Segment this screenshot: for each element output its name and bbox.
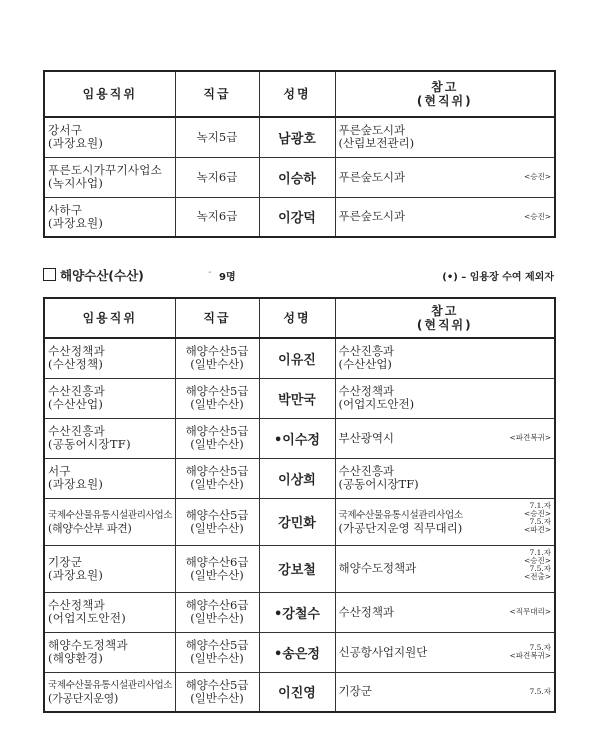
header-reference-line2: (현직위) (416, 94, 473, 108)
grade-line2: (일반수산) (190, 397, 244, 411)
position-line2: (과장요원) (48, 215, 104, 230)
reference-cell (335, 338, 555, 378)
reference-note: 7.5.자 (529, 686, 551, 696)
checkbox-square-icon (43, 268, 56, 281)
header-reference (335, 71, 555, 117)
grade-line2: (일반수산) (190, 690, 244, 705)
grade-line1: 녹지6급 (196, 209, 238, 224)
grade-line2: (일반수산) (190, 437, 244, 451)
section-dash: - (208, 267, 212, 278)
section-note: (•) – 임용장 수여 제외자 (442, 272, 554, 283)
reference-line1: 수산정책과 (338, 384, 395, 398)
reference-note-stack (524, 549, 551, 581)
grade-line1: 해양수산5급 (185, 424, 249, 438)
section-title: 해양수산(수산) (60, 268, 144, 283)
grade-line2: (일반수산) (190, 477, 244, 491)
name-cell: 박만국 (259, 378, 335, 418)
position-line2: (해양수산부 파견) (48, 521, 132, 535)
header-position: 임용직위 (44, 71, 175, 117)
position-line2: (공동어시장TF) (48, 437, 131, 451)
grade-cell (175, 672, 259, 712)
table-row (44, 157, 555, 197)
position-line2: (가공단지운영) (48, 691, 118, 705)
position-cell (44, 157, 175, 197)
grade-line1: 해양수산5급 (185, 344, 249, 359)
position-cell (44, 672, 175, 712)
name-cell: •이수정 (259, 418, 335, 458)
position-line2: (과장요원) (48, 477, 104, 491)
grade-line2: (일반수산) (190, 651, 244, 665)
reference-cell (335, 592, 555, 632)
name-cell: 이진영 (259, 672, 335, 712)
position-cell (44, 632, 175, 672)
position-line1: 수산정책과 (48, 598, 106, 612)
position-line1: 수산진흥과 (48, 424, 106, 438)
reference-line2: (어업지도안전) (338, 397, 415, 411)
reference-line2: (수산산업) (338, 357, 392, 372)
reference-line1: 수산진흥과 (338, 344, 395, 359)
reference-cell (335, 458, 555, 498)
name-cell: 강보철 (259, 545, 335, 592)
header-reference-line1: 참고 (431, 80, 459, 94)
reference-line1: 부산광역시 (338, 430, 395, 445)
header-grade: 직급 (175, 298, 259, 338)
reference-line1: 신공항사업지원단 (338, 644, 428, 659)
grade-cell (175, 418, 259, 458)
position-line1: 서구 (48, 464, 71, 478)
grade-cell (175, 197, 259, 237)
grade-line1: 해양수산5급 (185, 384, 249, 398)
table-row (44, 498, 555, 545)
reference-cell (335, 117, 555, 157)
reference-cell (335, 632, 555, 672)
grade-line1: 해양수산5급 (185, 464, 249, 478)
grade-line2: (일반수산) (190, 567, 244, 582)
reference-cell (335, 157, 555, 197)
name-cell: 이승하 (259, 157, 335, 197)
position-cell (44, 418, 175, 458)
position-line1: 해양수도정책과 (48, 638, 128, 652)
appointment-table-greenery (43, 70, 556, 238)
reference-line2: (산림보전관리) (338, 136, 415, 151)
reference-cell (335, 545, 555, 592)
reference-note: <승진> (523, 508, 551, 518)
name-cell: 이상희 (259, 458, 335, 498)
reference-note: <전출> (523, 571, 551, 581)
position-cell (44, 545, 175, 592)
name-cell: •강철수 (259, 592, 335, 632)
reference-line2: (공동어시장TF) (338, 477, 419, 491)
name-cell: •송은정 (259, 632, 335, 672)
name-cell: 강민화 (259, 498, 335, 545)
table-row (44, 197, 555, 237)
header-reference (335, 298, 555, 338)
position-line1: 사하구 (48, 202, 83, 217)
reference-line1: 해양수도정책과 (338, 561, 417, 575)
grade-line2: (일반수산) (190, 357, 244, 372)
reference-line1: 푸른숲도시과 (338, 123, 406, 138)
header-position: 임용직위 (44, 298, 175, 338)
header-name: 성명 (259, 71, 335, 117)
reference-line1: 푸른숲도시과 (338, 169, 406, 184)
table-row (44, 632, 555, 672)
reference-note: 7.5.자 (529, 643, 551, 652)
header-name: 성명 (259, 298, 335, 338)
grade-cell (175, 592, 259, 632)
header-reference-line1: 참고 (431, 304, 459, 318)
reference-cell (335, 672, 555, 712)
grade-line1: 해양수산5급 (185, 677, 249, 692)
position-cell (44, 338, 175, 378)
position-line2: (수산산업) (48, 397, 104, 411)
name-cell: 남광호 (259, 117, 335, 157)
table-row (44, 672, 555, 712)
position-cell (44, 592, 175, 632)
name-cell: 이강덕 (259, 197, 335, 237)
reference-note-stack (509, 644, 551, 660)
reference-note: <파견복귀> (509, 651, 551, 660)
position-line1: 수산진흥과 (48, 384, 106, 398)
grade-cell (175, 632, 259, 672)
table-row (44, 458, 555, 498)
table-row (44, 418, 555, 458)
reference-note: 7.5.자 (529, 563, 551, 573)
position-line2: (과장요원) (48, 136, 104, 151)
grade-line1: 해양수산5급 (185, 638, 249, 652)
position-line1: 수산정책과 (48, 344, 106, 359)
header-reference-line2: (현직위) (416, 318, 473, 332)
position-line2: (녹지사업) (48, 176, 104, 190)
reference-note: 7.5.자 (529, 516, 551, 526)
reference-cell (335, 197, 555, 237)
grade-cell (175, 458, 259, 498)
position-cell (44, 458, 175, 498)
grade-line1: 해양수산6급 (185, 598, 249, 612)
grade-cell (175, 117, 259, 157)
grade-line1: 해양수산6급 (185, 554, 249, 569)
grade-line1: 해양수산5급 (185, 507, 249, 522)
position-line1: 푸른도시가꾸기사업소 (48, 163, 163, 177)
position-cell (44, 498, 175, 545)
grade-cell (175, 545, 259, 592)
table-header-row (44, 298, 555, 338)
section-heading (43, 266, 554, 282)
position-line2: (과장요원) (48, 567, 104, 582)
position-cell (44, 378, 175, 418)
reference-line2: (가공단지운영 직무대리) (338, 520, 463, 535)
position-line1: 국제수산물유통시설관리사업소 (48, 509, 173, 521)
reference-note-stack (524, 502, 551, 534)
position-cell (44, 117, 175, 157)
position-line2: (해양환경) (48, 651, 104, 665)
reference-line1: 국제수산물유통시설관리사업소 (338, 509, 463, 521)
grade-line1: 녹지6급 (196, 169, 238, 184)
reference-note: <파견복귀> (509, 433, 551, 442)
reference-note: 7.1.자 (529, 500, 551, 510)
reference-note: <파견> (523, 524, 551, 534)
position-line2: (수산정책) (48, 357, 104, 372)
appointment-table-fisheries (43, 297, 556, 713)
position-line1: 강서구 (48, 123, 83, 138)
table-row (44, 545, 555, 592)
position-cell (44, 197, 175, 237)
grade-cell (175, 157, 259, 197)
reference-note: <승진> (523, 555, 551, 565)
table-row (44, 378, 555, 418)
grade-cell (175, 338, 259, 378)
table-row (44, 592, 555, 632)
reference-note: <승진> (523, 211, 551, 221)
grade-line1: 녹지5급 (196, 129, 238, 144)
section-count: 9명 (219, 272, 236, 283)
position-line2: (어업지도안전) (48, 611, 127, 625)
position-line1: 기장군 (48, 554, 83, 569)
reference-note: 7.1.자 (529, 547, 551, 557)
reference-line1: 수산진흥과 (338, 464, 395, 478)
table-row (44, 117, 555, 157)
grade-cell (175, 498, 259, 545)
reference-cell (335, 378, 555, 418)
table-row (44, 338, 555, 378)
table-header-row (44, 71, 555, 117)
grade-line2: (일반수산) (190, 611, 244, 625)
reference-line1: 수산정책과 (338, 604, 395, 619)
grade-line2: (일반수산) (190, 520, 244, 535)
reference-cell (335, 418, 555, 458)
header-grade: 직급 (175, 71, 259, 117)
reference-note: <승진> (523, 172, 551, 181)
position-line1: 국제수산물유통시설관리사업소 (48, 679, 173, 691)
reference-line1: 기장군 (338, 684, 372, 699)
reference-line1: 푸른숲도시과 (338, 209, 406, 224)
grade-cell (175, 378, 259, 418)
name-cell: 이유진 (259, 338, 335, 378)
reference-note: <직무대리> (509, 607, 551, 616)
reference-cell (335, 498, 555, 545)
